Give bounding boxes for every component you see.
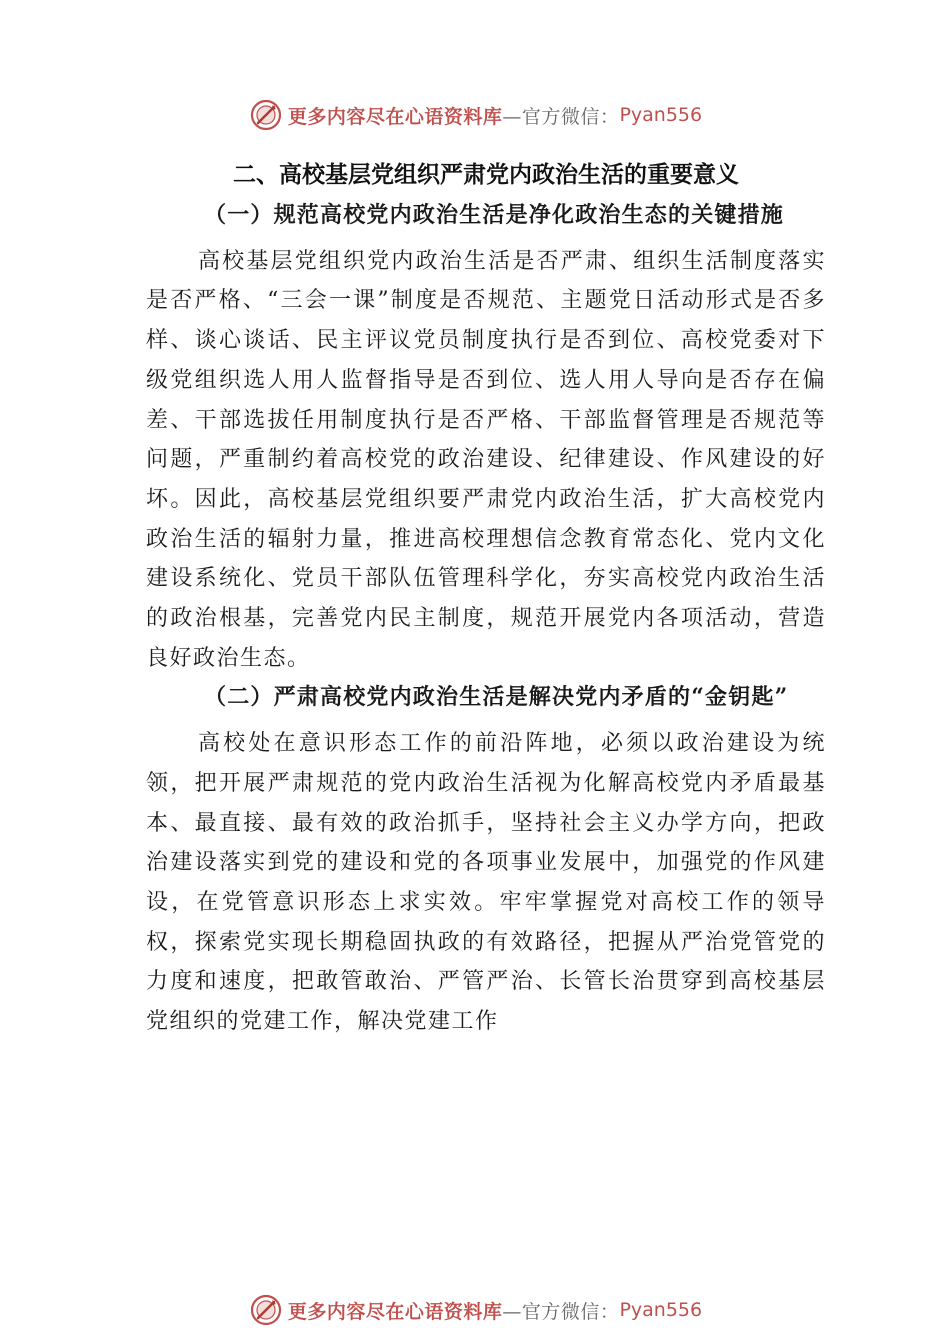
- header-watermark: [0, 95, 950, 135]
- watermark-red-text: 更多内容尽在心语资料库: [287, 1300, 503, 1323]
- section-1-title: （一）规范高校党内政治生活是净化政治生态的关键措施: [204, 202, 785, 228]
- section-2-paragraph: 高校处在意识形态工作的前沿阵地，必须以政治建设为统领，把开展严肃规范的党内政治生活视为化解高校党内矛盾最基本、最直接、最有效的政治抓手，坚持社会主义办学方向，把政治建设落实到党的建设和党的各项事业发展中，加强党的作风建设，在党管意识形态上求实效。牢牢掌握党对高校工作的领导权，探索党实现长期稳固执政的有效路径，把握从严治党管党的力度和速度，把敢管敢治、严管严治、长管长治贯穿到高校基层党组织的党建工作，解决党建工作: [146, 731, 826, 1035]
- watermark-gray-text: —官方微信：: [502, 1300, 620, 1323]
- watermark-handle: Pyan556: [619, 104, 703, 126]
- logo-icon: [248, 97, 284, 133]
- watermark-gray-text: —官方微信：: [502, 105, 620, 128]
- watermark-handle: Pyan556: [619, 1299, 703, 1321]
- page-title: 二、高校基层党组织严肃党内政治生活的重要意义: [233, 162, 739, 188]
- document-body: [146, 154, 826, 1042]
- footer-watermark: [0, 1290, 950, 1330]
- section-1-paragraph: 高校基层党组织党内政治生活是否严肃、组织生活制度落实是否严格、“三会一课”制度是否规范、主题党日活动形式是否多样、谈心谈话、民主评议党员制度执行是否到位、高校党委对下级党组织选人用人监督指导是否到位、选人用人导向是否存在偏差、干部选拔任用制度执行是否严格、干部监督管理是否规范等问题，严重制约着高校党的政治建设、纪律建设、作风建设的好坏。因此，高校基层党组织要严肃党内政治生活，扩大高校党内政治生活的辐射力量，推进高校理想信念教育常态化、党内文化建设系统化、党员干部队伍管理科学化，夯实高校党内政治生活的政治根基，完善党内民主制度，规范开展党内各项活动，营造良好政治生态。: [146, 248, 826, 671]
- logo-icon: [248, 1292, 284, 1328]
- section-2-title: （二）严肃高校党内政治生活是解决党内矛盾的“金钥匙”: [204, 684, 789, 711]
- watermark-red-text: 更多内容尽在心语资料库: [287, 105, 503, 128]
